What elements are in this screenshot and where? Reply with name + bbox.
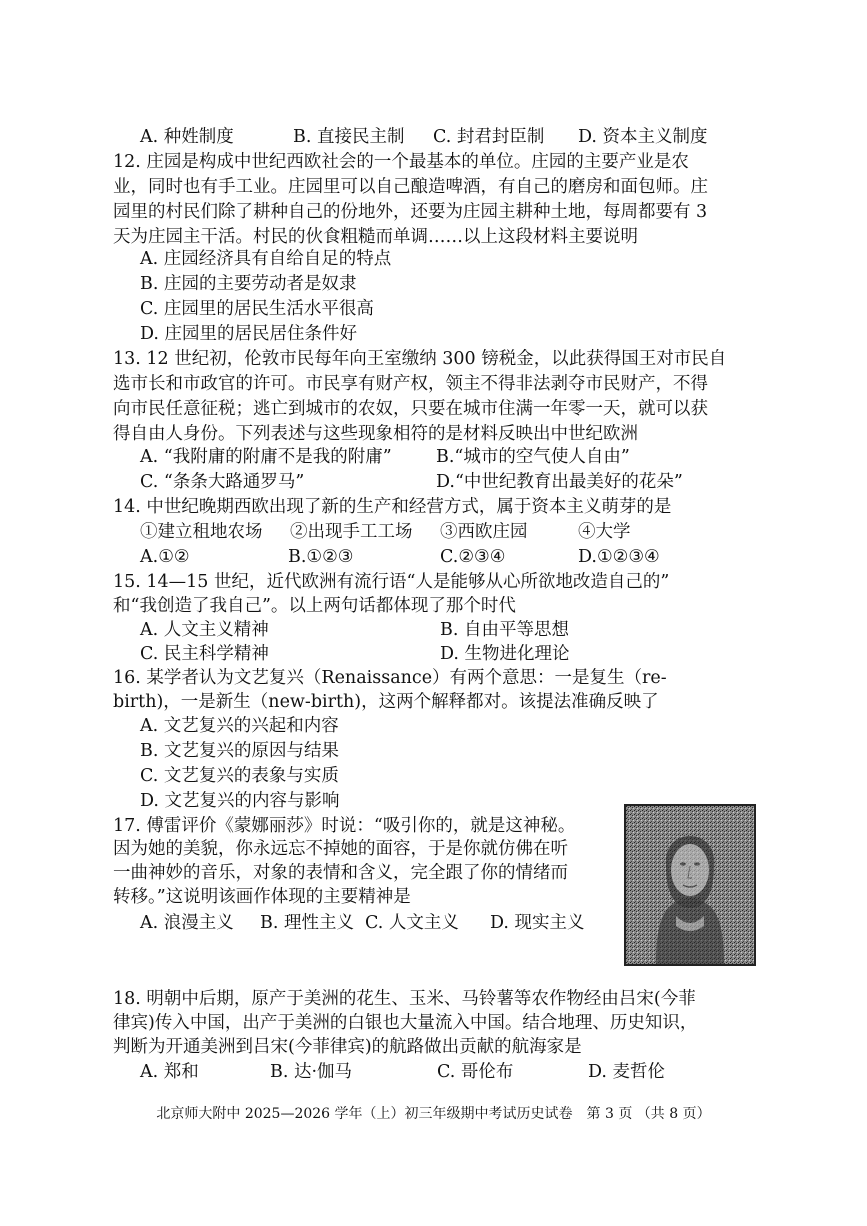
q11-option-a: A. 种姓制度 — [140, 127, 234, 147]
q16-option-d: D. 文艺复兴的内容与影响 — [140, 791, 340, 811]
q18-option-d: D. 麦哲伦 — [588, 1062, 666, 1082]
q17-stem-line: 一曲神妙的音乐，对象的表情和含义，完全跟了你的情绪而 — [113, 863, 568, 883]
q18-stem-line: 判断为开通美洲到吕宋(今菲律宾)的航路做出贡献的航海家是 — [113, 1037, 582, 1057]
q14-item-3: ③西欧庄园 — [440, 522, 528, 542]
q14-item-2: ②出现手工工场 — [290, 522, 413, 542]
q16-stem-line: birth)，一是新生（new-birth)，这两个解释都对。该提法准确反映了 — [113, 692, 659, 712]
q13-stem-line: 选市长和市政官的许可。市民享有财产权，领主不得非法剥夺市民财产，不得 — [113, 374, 708, 394]
q16-option-b: B. 文艺复兴的原因与结果 — [140, 741, 339, 761]
q18-option-c: C. 哥伦布 — [437, 1062, 514, 1082]
q17-stem-line: 因为她的美貌，你永远忘不掉她的面容，于是你就仿佛在听 — [113, 839, 568, 859]
q12-stem-line: 12. 庄园是构成中世纪西欧社会的一个最基本的单位。庄园的主要产业是农 — [113, 152, 689, 172]
mona-lisa-image — [624, 804, 756, 966]
q13-option-b: B.“城市的空气使人自由” — [436, 447, 630, 467]
q14-item-4: ④大学 — [578, 522, 631, 542]
q11-option-b: B. 直接民主制 — [293, 127, 405, 147]
q14-stem-line: 14. 中世纪晚期西欧出现了新的生产和经营方式，属于资本主义萌芽的是 — [113, 497, 672, 517]
q15-stem-line: 和“我创造了我自己”。以上两句话都体现了那个时代 — [113, 596, 516, 616]
q12-stem-line: 业，同时也有手工业。庄园里可以自己酿造啤酒，有自己的磨房和面包师。庄 — [113, 177, 708, 197]
q13-option-d: D.“中世纪教育出最美好的花朵” — [436, 472, 683, 492]
q11-option-c: C. 封君封臣制 — [433, 127, 545, 147]
q12-option-b: B. 庄园的主要劳动者是奴隶 — [140, 274, 357, 294]
q17-stem-line: 17. 傅雷评价《蒙娜丽莎》时说：“吸引你的，就是这神秘。 — [113, 816, 576, 836]
q18-stem-line: 律宾)传入中国，出产于美洲的白银也大量流入中国。结合地理、历史知识， — [113, 1013, 698, 1033]
q18-option-b: B. 达·伽马 — [270, 1062, 353, 1082]
q14-option-d: D.①②③④ — [578, 547, 660, 567]
q13-stem-line: 得自由人身份。下列表述与这些现象相符的是材料反映出中世纪欧洲 — [113, 424, 638, 444]
q17-option-d: D. 现实主义 — [490, 913, 585, 933]
q15-option-c: C. 民主科学精神 — [140, 644, 269, 664]
q18-option-a: A. 郑和 — [140, 1062, 199, 1082]
q17-stem-line: 转移。”这说明该画作体现的主要精神是 — [113, 887, 411, 907]
q14-option-c: C.②③④ — [440, 547, 506, 567]
q17-option-c: C. 人文主义 — [365, 913, 459, 933]
q12-stem-line: 天为庄园主干活。村民的伙食粗糙而单调……以上这段材料主要说明 — [113, 227, 638, 247]
q14-option-b: B.①②③ — [288, 547, 354, 567]
q12-option-a: A. 庄园经济具有自给自足的特点 — [140, 249, 392, 269]
q17-option-b: B. 理性主义 — [260, 913, 354, 933]
q18-stem-line: 18. 明朝中后期，原产于美洲的花生、玉米、马铃薯等农作物经由吕宋(今菲 — [113, 989, 696, 1009]
q12-option-d: D. 庄园里的居民居住条件好 — [140, 324, 358, 344]
q13-stem-line: 13. 12 世纪初，伦敦市民每年向王室缴纳 300 镑税金，以此获得国王对市民自 — [113, 349, 727, 369]
q15-option-d: D. 生物进化理论 — [440, 644, 570, 664]
q13-option-c: C. “条条大路通罗马” — [140, 472, 305, 492]
q13-stem-line: 向市民任意征税；逃亡到城市的农奴，只要在城市住满一年零一天，就可以获 — [113, 399, 708, 419]
q12-option-c: C. 庄园里的居民生活水平很高 — [140, 299, 374, 319]
q16-stem-line: 16. 某学者认为文艺复兴（Renaissance）有两个意思：一是复生（re- — [113, 668, 667, 688]
q16-option-c: C. 文艺复兴的表象与实质 — [140, 766, 339, 786]
q15-option-b: B. 自由平等思想 — [440, 620, 569, 640]
q15-stem-line: 15. 14—15 世纪，近代欧洲有流行语“人是能够从心所欲地改造自己的” — [113, 572, 670, 592]
q15-option-a: A. 人文主义精神 — [140, 620, 269, 640]
q16-option-a: A. 文艺复兴的兴起和内容 — [140, 716, 339, 736]
q17-option-a: A. 浪漫主义 — [140, 913, 234, 933]
page-footer: 北京师大附中 2025—2026 学年（上）初三年级期中考试历史试卷 第 3 页 （共 8 页） — [156, 1106, 711, 1122]
q12-stem-line: 园里的村民们除了耕种自己的份地外，还要为庄园主耕种土地，每周都要有 3 — [113, 202, 708, 222]
q14-option-a: A.①② — [140, 547, 190, 567]
q13-option-a: A. “我附庸的附庸不是我的附庸” — [140, 447, 392, 467]
q14-item-1: ①建立租地农场 — [140, 522, 263, 542]
q11-option-d: D. 资本主义制度 — [578, 127, 708, 147]
